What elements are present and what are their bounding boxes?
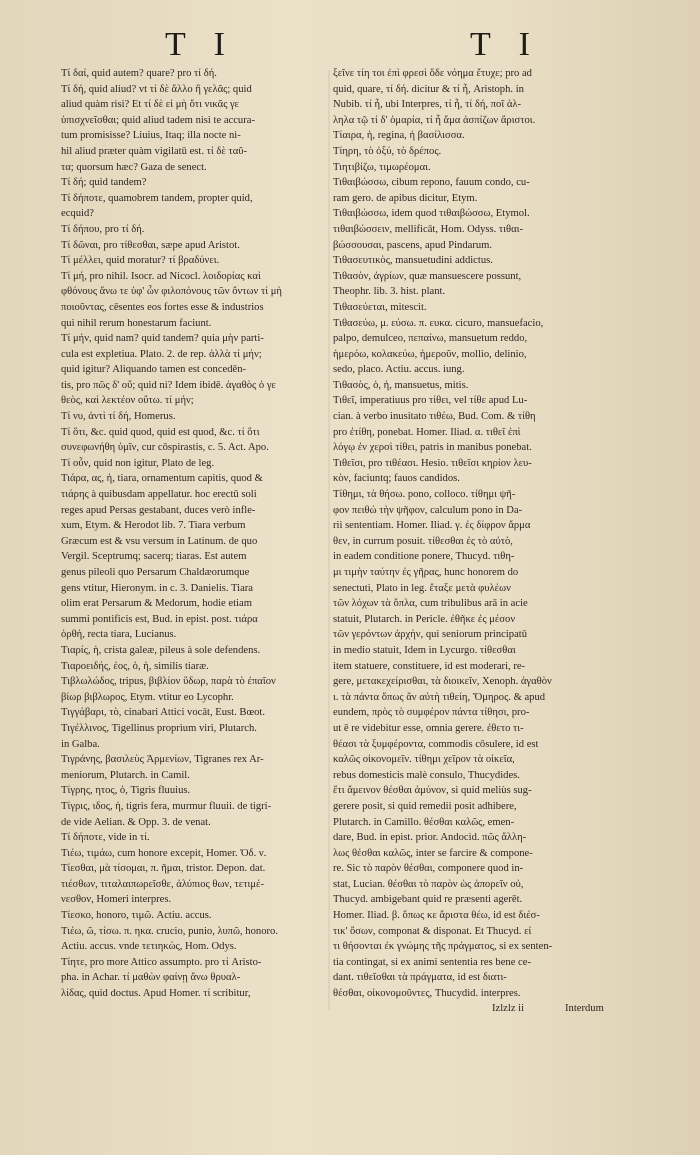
text-line: Τίαιρα, ἡ, regina, ἡ βασίλισσα.: [333, 130, 465, 142]
text-line: τα; quorsum hæc? Gaza de senect.: [61, 161, 207, 173]
text-line: θεν, in currum posuit. τίθεσθαι ἐς τὸ αὐτὸ,: [333, 535, 513, 547]
text-line: τι θήσονται ἐκ γνώμης τῆς πράγματος, si ex senten-: [333, 941, 553, 953]
text-line: μι τιμὴν ταύτην ἐς γῆρας, hunc honorem do: [333, 567, 519, 578]
text-line: Τιγγάβαρι, τὸ, cinabari Attici vocāt, Eust. Bœot.: [61, 707, 266, 719]
text-line: Τιθασὸς, ὁ, ἡ, mansuetus, mitis.: [333, 379, 469, 391]
text-line: τιθαιβώσσειν, mellificāt, Hom. Odyss. τιθαι-: [333, 223, 524, 235]
text-line: Τί μή, pro nihil. Isocr. ad Nicocl. λοιδορίας καὶ: [61, 270, 261, 282]
text-line: ram gero. de apibus dicitur, Etym.: [333, 192, 478, 204]
text-line: tum promisisse? Liuius, Itaq; illa nocte ni-: [61, 130, 241, 142]
text-line: Τιθασὸν, ἀγρίων, quæ mansuescere possunt,: [333, 270, 522, 282]
text-line: statuit, Plutarch. in Pericle. ἐθῆκε ἐς μέσον: [333, 613, 516, 625]
text-line: θέασι τὰ ξυμφέροντα, commodis cōsulere, id est: [333, 738, 539, 750]
text-line: dare, Bud. in epist. prior. Andocid. πῶς ἄλλη-: [333, 832, 527, 844]
text-line: Τί μήν, quid nam? quid tandem? quia μὴν parti-: [61, 333, 264, 345]
text-line: Τιητιβίζω, τιμωρέομαι.: [333, 161, 431, 173]
text-line: Τιγέλλινος, Tigellinus proprium viri, Plutarch.: [61, 722, 257, 734]
text-line: olim erat Persarum & Medorum, hodie etiam: [61, 598, 252, 610]
text-line: Τί νυ, ἀντὶ τί δή, Homerus.: [61, 411, 176, 423]
text-line: in Galba.: [61, 738, 100, 750]
text-line: de vide Aelian. & Opp. 3. de venat.: [61, 816, 211, 828]
text-line: Τιαρίς, ἡ, crista galeæ, pileus à sole defendens.: [61, 644, 261, 656]
text-line: Græcum est & vsu versum in Latinum. de quo: [61, 535, 258, 547]
text-line: tis, pro πῶς δ' οὔ; quid ni? Idem ibidē. ἀγαθὸς ὁ γε: [61, 379, 276, 391]
text-line: θεὸς, καὶ λεκτέον οὕτω. τί μήν;: [61, 395, 194, 407]
text-line: ecquid?: [61, 208, 94, 220]
running-head-left: T I: [165, 26, 235, 63]
running-head-right: T I: [470, 26, 540, 63]
text-line: Thucyd. ambigebant quid re præsenti agerēt.: [333, 894, 523, 906]
text-line: genus pileoli quo Persarum Chaldæorumque: [61, 567, 250, 578]
text-line: Τί δαί, quid autem? quare? pro τί δή.: [61, 68, 217, 79]
text-line: ὀρθή, recta tiara, Lucianus.: [61, 629, 177, 641]
right-column: [333, 66, 617, 1002]
text-line: Τιθασευτικὸς, mansuetudini addictus.: [333, 255, 493, 267]
text-line: Τί ὅτι, &c. quid quod, quid est quod, &c. τί ὅτι: [61, 426, 260, 438]
text-line: Τίθημι, τὰ θήσω. pono, colloco. τίθημι ψῆ-: [333, 489, 516, 501]
text-line: Τίητε, pro more Attico assumpto. pro τί Aristo-: [61, 956, 262, 968]
text-line: gere, μετακεχείρισθαι, τὰ διοικεῖν, Xenoph. ἀγαθὸν: [333, 676, 552, 688]
text-line: tia contingat, si ex animi sententia res bene ce-: [333, 956, 531, 968]
text-line: βίωρ βιβλωρος, Etym. vtitur eo Lycophr.: [61, 691, 234, 703]
text-line: ξεῖνε τίη τοι ἐπὶ φρεσὶ ὅδε νόημα ἔτυχε; pro ad: [333, 68, 532, 79]
text-line: Τί δή; quid tandem?: [61, 177, 147, 189]
text-line: in medio statuit, Idem in Lycurgo. τίθεσθαι: [333, 644, 516, 656]
text-line: palpo, demulceo, πεπαίνω, mansuetum reddo,: [333, 333, 528, 345]
text-line: φον πειθώ τὴν ψῆφον, calculum pono in Da-: [333, 504, 523, 516]
text-line: rebus domesticis malè consulo, Thucydides.: [333, 769, 520, 781]
text-line: summi pontificis est, Bud. in epist. post. τιάρα: [61, 613, 258, 625]
text-line: Actiu. accus. vnde τετιηκὼς, Hom. Odys.: [61, 941, 237, 953]
text-line: rii sententiam. Homer. Iliad. γ. ἐς δίφρον ἄρμα: [333, 520, 531, 532]
text-line: meniorum, Plutarch. in Camil.: [61, 769, 190, 781]
text-line: stat, Lucian. θέσθαι τὸ παρὸν ὡς ἀπορεῖν οὐ,: [333, 878, 524, 890]
text-line: βώσσουσαι, pascens, apud Pindarum.: [333, 239, 493, 251]
text-line: τικ' ὄσων, componat & disponat. Et Thucyd. εἰ: [333, 925, 532, 937]
text-line: ἔτι ἄμεινον θέσθαι ἀμύνον, si quid meliùs sug-: [333, 785, 532, 797]
signature-mark: Izlzlz ii: [492, 1003, 525, 1014]
text-line: Τιέω, ῶ, τίσω. π. ηκα. crucio, punio, λυπῶ, honoro.: [61, 925, 278, 937]
text-line: λως θέσθαι καλῶς, inter se farcire & compone-: [333, 847, 533, 859]
text-line: dant. τιθεῖσθαι τὰ πράγματα, id est διατι-: [333, 972, 507, 984]
text-line: re. Sic τὸ παρὸν θέσθαι, componere quod in-: [333, 863, 524, 875]
text-line: καλῶς οἰκονομεῖν. τίθημι χεῖρον τὰ οἰκεῖα,: [333, 754, 515, 766]
text-line: cula est expletiua. Plato. 2. de rep. ἀλλὰ τί μήν;: [61, 348, 262, 360]
text-line: hil aliud præter quàm vigilatū est. τί δὲ ταῦ-: [61, 145, 248, 157]
text-line: cian. à verbo inusitato τιθέω, Bud. Com. & τίθη: [333, 411, 536, 423]
text-line: τῶν γερόντων ἀρχὴν, qui seniorum principatū: [333, 629, 528, 641]
text-line: Τιβλωλώδος, tripus, βιβλίον ὕδωρ, παρὰ τὸ ἐπαῖον: [61, 676, 276, 688]
text-line: Plutarch. in Camillo. θέσθαι καλῶς, emen-: [333, 816, 515, 828]
text-line: xum, Etym. & Herodot lib. 7. Tiara verbum: [61, 520, 246, 532]
text-line: τιέσθων, τιταλαιπωρεῖσθε, ἀλύπιος θων, τετιμέ-: [61, 878, 264, 890]
text-line: Τίγρης, ητος, ὁ, Tigris fluuius.: [61, 785, 191, 797]
text-line: Τίεσκο, honoro, τιμῶ. Actiu. accus.: [61, 910, 212, 922]
text-line: Τιθεῖσι, pro τιθέασι. Hesio. τιθεῖσι κηρίον λευ-: [333, 457, 532, 469]
catchword: Interdum: [565, 1003, 604, 1014]
text-line: pro ἐτίθη, ponebat. Homer. Iliad. α. τιθεῖ ἐπὶ: [333, 426, 521, 438]
text-line: ποιοῦντας, cēsentes eos fortes esse & industrios: [61, 301, 264, 313]
text-line: Τί δήποτε, vide in τί.: [61, 832, 150, 844]
text-line: Τί δή, quid aliud? vt τί δὲ ἄλλο ἢ γελᾶς; quid: [61, 83, 252, 95]
text-line: λίδας, quid doctus. Apud Homer. τί scribitur,: [61, 988, 251, 1000]
text-line: Τίεσθαι, μὰ τίσομαι, π. ῆμαι, tristor. Depon. dat.: [61, 863, 266, 875]
text-line: Τιθαιβώσσω, cibum repono, fauum condo, cu-: [333, 177, 530, 189]
text-line: Τί δῶναι, pro τίθεσθαι, sæpe apud Aristot.: [61, 239, 240, 251]
text-line: item statuere, constituere, id est moderari, re-: [333, 660, 526, 672]
text-line: Τί δήπου, pro τί δή.: [61, 223, 145, 235]
text-line: sedo, placo. Actiu. accus. iung.: [333, 364, 465, 376]
text-line: τιάρης à quibusdam appellatur. hoc erectū soli: [61, 489, 257, 501]
text-line: νεσθον, Homeri interpres.: [61, 894, 172, 906]
text-line: senectuti, Plato in leg. ἔταξε μετὰ φυλέων: [333, 582, 511, 594]
text-line: Nubib. τί ἦ, ubi Interpres, τί ἦ, τί δή, ποῖ ἀλ-: [333, 99, 522, 111]
text-line: Τίγρις, ιδος, ἡ, tigris fera, murmur fluuii. de tigri-: [61, 800, 272, 812]
text-line: qui nihil rerum honestarum faciunt.: [61, 317, 212, 329]
text-line: gerere posit, si quid remedii posit adhibere,: [333, 800, 517, 812]
left-column: [61, 66, 329, 1002]
text-line: quid, quare, τί δή. dicitur & τί ἦ, Aristoph. in: [333, 83, 524, 95]
text-line: aliud quàm risi? Et τί δὲ εἰ μὴ ὅτι νικᾶς γε: [61, 99, 239, 111]
text-line: ut ē re videbitur esse, omnia gerere. ἐθετο τι-: [333, 722, 524, 734]
text-line: κὸν, faciuntq; fauos candidos.: [333, 473, 460, 485]
text-line: Τιθαιβώσσω, idem quod τιθαιβώσσω, Etymol.: [333, 208, 530, 220]
text-line: Τί δήποτε, quamobrem tandem, propter quid,: [61, 192, 253, 204]
text-line: λόγῳ ἐν χερσὶ τίθει, patris in manibus ponebat.: [333, 442, 532, 454]
text-line: gens vtitur, Hieronym. in c. 3. Danielis. Tiara: [61, 582, 254, 594]
text-line: Τιέω, τιμάω, cum honore excepit, Homer. Ὀδ. ν.: [61, 847, 267, 859]
text-line: Τί οὖν, quid non igitur, Plato de leg.: [61, 457, 215, 469]
text-line: reges apud Persas gestabant, duces verò infle-: [61, 504, 256, 516]
text-line: Τιγράνης, βασιλεὺς Ἀρμενίων, Tigranes rex Ar-: [61, 754, 264, 766]
text-line: pha. in Achar. τί μαθὼν φαίνῃ ἄνω θρυαλ-: [61, 972, 241, 984]
text-line: ὑπισχνεῖσθαι; quid aliud tadem nisi te accura-: [61, 114, 255, 126]
text-line: Τίηρη, τὸ ὀξύ, τὸ δρέπος.: [333, 145, 442, 157]
text-line: θέσθαι, οἰκονομοῦντες, Thucydid. interpres.: [333, 988, 521, 1000]
text-line: ἡμερόω, κολακεύω, ἡμεροῦν, mollio, delinio,: [333, 348, 527, 360]
text-line: Τιαροειδής, ἐος, ὁ, ἡ, similis tiaræ.: [61, 660, 209, 672]
text-line: Homer. Iliad. β. ὅπως κε ἄριστα θέω, id est διέσ-: [333, 910, 540, 922]
text-line: Vergil. Sceptrumq; sacerq; tiaras. Est autem: [61, 551, 247, 563]
text-line: ι. τὰ πάντα ὅπως ἂν αὐτὴ τιθείη, Ὅμηρος. & apud: [333, 691, 546, 703]
text-line: quid igitur? Aliquando tamen est concedēn-: [61, 364, 247, 376]
text-line: συνεφωνήθη ὑμῖν, cur cōspirastis, c. 5. Act. Apo.: [61, 442, 269, 454]
text-line: φθόνους ἄνω τε ὑφ' ὧν φιλοπόνους τῶν ὄντων τί μὴ: [61, 286, 282, 298]
text-line: eundem, πρὸς τὸ συμφέρον πάντα τίθησι, pro-: [333, 707, 530, 719]
text-line: ληλα τῷ τί δ' ὁμαρία, τί ἦ ἅμα ἀσπίζων ἄριστοι.: [333, 114, 536, 126]
text-line: Τί μέλλει, quid moratur? τί βραδύνει.: [61, 255, 220, 267]
text-line: Τιάρα, ας, ἡ, tiara, ornamentum capitis, quod &: [61, 473, 263, 485]
text-line: Τιθεῖ, imperatiuus pro τίθει, vel τίθε apud Lu-: [333, 395, 528, 407]
text-line: Theophr. lib. 3. hist. plant.: [333, 286, 446, 298]
text-line: Τιθασεύεται, mitescit.: [333, 301, 427, 313]
text-line: Τιθασεύω, μ. εύσω. π. ευκα. cicuro, mansuefacio,: [333, 317, 544, 329]
text-line: τῶν λόχων τὰ ὅπλα, cum tribulibus arā in acie: [333, 598, 528, 610]
text-line: in eadem conditione ponere, Thucyd. τιθη-: [333, 551, 515, 563]
